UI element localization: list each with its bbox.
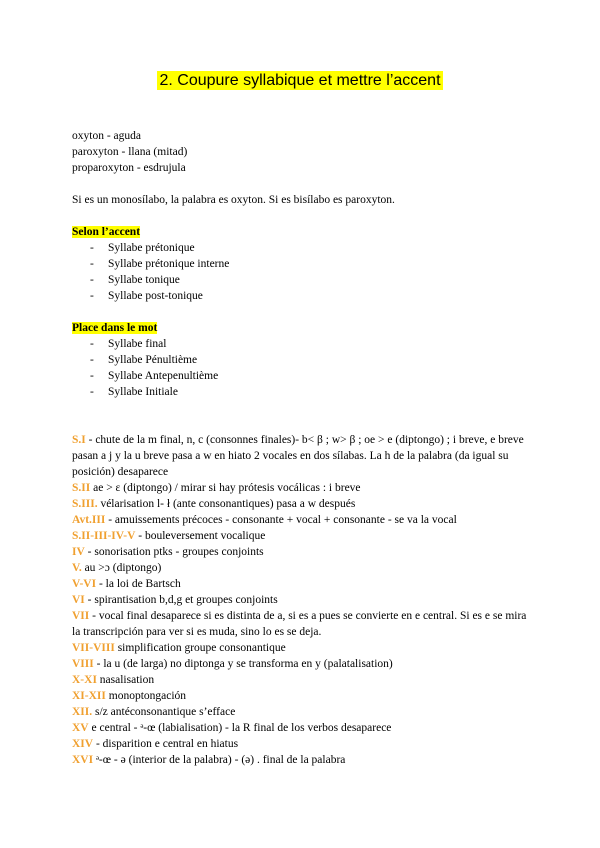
rule-line [72, 592, 532, 608]
rule-label: XII. [72, 706, 93, 718]
rule-line [72, 560, 532, 576]
rule-label: VII [72, 610, 90, 622]
list-item [72, 272, 532, 288]
term-line: oxyton - aguda [72, 130, 141, 142]
rule-line [72, 640, 532, 656]
list-item-text: Syllabe tonique [108, 274, 180, 286]
rule-text: simplification groupe consonantique [114, 642, 286, 654]
rule-text: - disparition e central en hiatus [93, 738, 239, 750]
list-item-text: Syllabe prétonique interne [108, 258, 230, 270]
rule-line [72, 512, 532, 528]
dash-bullet: - [90, 370, 94, 382]
rule-text: monoptongación [105, 690, 187, 702]
rule-text: au >ɔ (diptongo) [81, 562, 162, 574]
rule-line [72, 704, 532, 720]
rule-line [72, 528, 532, 544]
list-item-text: Syllabe Initiale [108, 386, 178, 398]
dash-bullet: - [90, 354, 94, 366]
rule-line [72, 752, 532, 768]
rule-text: - amuissements précoces - consonante + vocal + consonante - se va la vocal [105, 514, 457, 526]
list-item [72, 368, 532, 384]
rule-label: S.II [72, 482, 91, 494]
dash-bullet: - [90, 290, 94, 302]
rule-label: V-VI [72, 578, 97, 590]
list-item [72, 256, 532, 272]
dash-bullet: - [90, 338, 94, 350]
rule-line [72, 736, 532, 752]
rule-line [72, 576, 532, 592]
rule-label: S.III. [72, 498, 98, 510]
list-item-text: Syllabe final [108, 338, 167, 350]
rule-text: e central - ᵊ-œ (labialisation) - la R final de los verbos desaparece [88, 722, 392, 734]
list-item-text: Syllabe post-tonique [108, 290, 203, 302]
rule-text: ae > ε (diptongo) / mirar si hay prótesis vocálicas : i breve [90, 482, 361, 494]
rule-text: - bouleversement vocalique [135, 530, 266, 542]
list-item [72, 336, 532, 352]
list-item-text: Syllabe prétonique [108, 242, 195, 254]
rule-label: V. [72, 562, 82, 574]
terms-list [72, 128, 532, 176]
rule-label: XV [72, 722, 89, 734]
list-item-text: Syllabe Antepenultième [108, 370, 219, 382]
rule-label: S.I [72, 434, 86, 446]
rule-line [72, 720, 532, 736]
rule-line [72, 544, 532, 560]
rule-line [72, 672, 532, 688]
rule-line [72, 688, 532, 704]
list-item [72, 240, 532, 256]
rule-label: XVI [72, 754, 94, 766]
term-line: proparoxyton - esdrujula [72, 162, 186, 174]
rule-text: vélarisation l- ł (ante consonantiques) pasa a w después [97, 498, 356, 510]
list-item-text: Syllabe Pénultième [108, 354, 198, 366]
note-paragraph [72, 192, 532, 208]
rule-label: XI-XII [72, 690, 106, 702]
rule-text: - la loi de Bartsch [96, 578, 181, 590]
place-section [72, 320, 532, 400]
accent-section [72, 224, 532, 304]
place-heading: Place dans le mot [72, 322, 158, 334]
place-list [72, 336, 532, 400]
title-wrapper [0, 72, 600, 90]
rule-label: X-XI [72, 674, 97, 686]
rule-text: - la u (de larga) no diptonga y se transforma en y (palatalisation) [93, 658, 393, 670]
list-item [72, 384, 532, 400]
note-text: Si es un monosílabo, la palabra es oxyton. Si es bisílabo es paroxyton. [72, 194, 395, 206]
term-line: paroxyton - llana (mitad) [72, 146, 188, 158]
rule-label: VI [72, 594, 85, 606]
rule-label: S.II-III-IV-V [72, 530, 136, 542]
rule-text: ᵊ-œ - ə (interior de la palabra) - (ə) . final de la palabra [93, 754, 346, 766]
rule-label: Avt.III [72, 514, 106, 526]
rule-line [72, 656, 532, 672]
rule-line [72, 480, 532, 496]
rule-label: VIII [72, 658, 94, 670]
rule-label: VII-VIII [72, 642, 115, 654]
page-title: 2. Coupure syllabique et mettre l’accent [159, 72, 441, 89]
accent-list [72, 240, 532, 304]
accent-heading: Selon l’accent [72, 226, 141, 238]
list-item [72, 352, 532, 368]
rule-label: XIV [72, 738, 94, 750]
rule-text: - sonorisation ptks - groupes conjoints [84, 546, 264, 558]
dash-bullet: - [90, 258, 94, 270]
dash-bullet: - [90, 242, 94, 254]
rule-line [72, 496, 532, 512]
rule-line [72, 432, 532, 480]
rule-text: - spirantisation b,d,g et groupes conjoints [84, 594, 278, 606]
dash-bullet: - [90, 386, 94, 398]
rule-text: - chute de la m final, n, c (consonnes finales)- b< β ; w> β ; oe > e (diptongo) ; i breve, e breve pasan a j y la u breve pasa a w en hiato 2 vocales en dos sílabas. La h de la palabra (da igual su posición) desaparece [72, 434, 524, 478]
list-item [72, 288, 532, 304]
rule-text: - vocal final desaparece si es distinta de a, si es a pues se convierte en e central. Si es e se mira la transcripción para ver si es muda, sino lo es se deja. [72, 610, 527, 638]
rule-label: IV [72, 546, 85, 558]
rule-text: nasalisation [96, 674, 155, 686]
rule-text: s/z antéconsonantique s’efface [92, 706, 236, 718]
rules-list [72, 432, 532, 768]
dash-bullet: - [90, 274, 94, 286]
rule-line [72, 608, 532, 640]
